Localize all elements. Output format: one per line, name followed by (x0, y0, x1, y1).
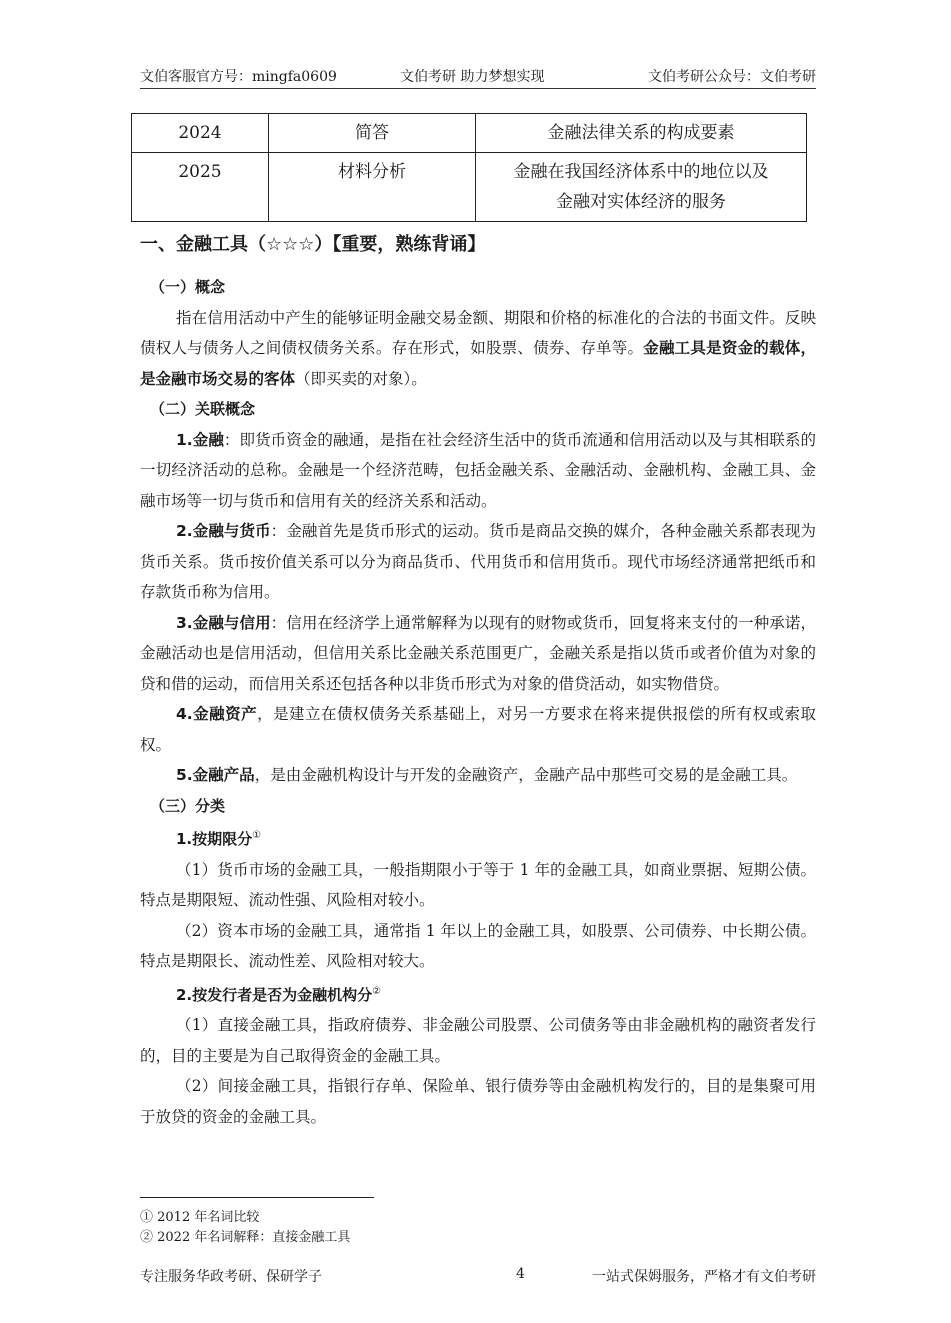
table-cell-topic-line: 金融在我国经济体系中的地位以及 (513, 162, 769, 182)
concept-text: 指在信用活动中产生的能够证明金融交易金额、期限和价格的标准化的合法的书面文件。反映债权人与债务人之间债权债务关系。存在形式，如股票、债券、存单等。 (140, 308, 816, 357)
classification-item: （1）货币市场的金融工具，一般指期限小于等于 1 年的金融工具，如商业票据、短期公债。特点是期限短、流动性强、风险相对较小。 (140, 860, 816, 909)
classification-item: （2）资本市场的金融工具，通常指 1 年以上的金融工具，如股票、公司债券、中长期公债。特点是期限长、流动性差、风险相对较大。 (140, 921, 816, 970)
table-cell-type: 简答 (269, 114, 476, 153)
group-title-text: 2.按发行者是否为金融机构分 (176, 985, 373, 1004)
footnotes (140, 1208, 350, 1248)
related-item-text: ：即货币资金的融通，是指在社会经济生活中的货币流通和信用活动以及与其相联系的一切经济活动的总称。金融是一个经济范畴，包括金融关系、金融活动、金融机构、金融工具、金融市场等一切与货币和信用有关的经济关系和活动。 (140, 430, 816, 510)
header-right-text: 文伯考研公众号：文伯考研 (648, 69, 816, 85)
related-item (140, 425, 816, 517)
header-left-text: 文伯客服官方号：mingfa0609 (140, 69, 337, 85)
table-cell-topic (476, 153, 807, 222)
concept-text-end: （即买卖的对象）。 (295, 369, 427, 388)
page-footer (140, 1266, 816, 1286)
table-cell-year: 2025 (132, 153, 269, 222)
concept-heading: （一）概念 (150, 278, 226, 296)
related-item-text: ：信用在经济学上通常解释为以现有的财物或货币，回复将来支付的一种承诺，金融活动也是信用活动，但信用关系比金融关系范围更广，金融关系是指以货币或者价值为对象的贷和借的运动，而信用关系还包括各种以非货币形式为对象的借贷活动，如实物借贷。 (140, 613, 816, 693)
related-item (140, 760, 816, 791)
page-header (140, 66, 816, 89)
footer-left-text: 专注服务华政考研、保研学子 (140, 1269, 322, 1285)
related-item-label: 4.金融资产 (176, 705, 258, 723)
concept-bold-text: 金融工具是资金的载体，是金融市场交易的客体 (140, 339, 816, 388)
table-cell-year: 2024 (132, 114, 269, 153)
footnote-divider (140, 1197, 374, 1198)
exam-topic-table (131, 113, 807, 222)
classification-item: （1）直接金融工具，指政府债券、非金融公司股票、公司债务等由非金融机构的融资者发行的，目的主要是为自己取得资金的金融工具。 (140, 1016, 816, 1065)
table-cell-topic: 金融法律关系的构成要素 (476, 114, 807, 153)
header-center-text: 文伯考研 助力梦想实现 (400, 69, 545, 85)
related-item-text: ，是建立在债权债务关系基础上，对另一方要求在将来提供报偿的所有权或索取权。 (140, 705, 816, 754)
page-number: 4 (516, 1266, 525, 1282)
table-cell-type: 材料分析 (269, 153, 476, 222)
section-title: 一、金融工具（☆☆☆）【重要，熟练背诵】 (140, 234, 486, 255)
related-item-text: ：金融首先是货币形式的运动。货币是商品交换的媒介，各种金融关系都表现为货币关系。货币按价值关系可以分为商品货币、代用货币和信用货币。现代市场经济通常把纸币和存款货币称为信用。 (140, 522, 816, 601)
table-row (132, 114, 807, 153)
related-item-label: 3.金融与信用 (176, 613, 271, 632)
main-content (140, 272, 816, 1132)
footnote: ① 2012 年名词比较 (140, 1210, 260, 1225)
related-item (140, 516, 816, 608)
related-item-label: 5.金融产品 (176, 766, 255, 784)
footnote-mark: ② (372, 985, 382, 997)
related-item (140, 699, 816, 760)
related-item-label: 2.金融与货币 (176, 522, 271, 540)
table-row (132, 153, 807, 222)
related-item-text: ，是由金融机构设计与开发的金融资产，金融产品中那些可交易的是金融工具。 (254, 766, 798, 784)
footer-right-text: 一站式保姆服务，严格才有文伯考研 (592, 1269, 816, 1285)
group-title-text: 1.按期限分 (176, 830, 253, 848)
table-cell-topic-line: 金融对实体经济的服务 (556, 192, 726, 212)
classification-item: （2）间接金融工具，指银行存单、保险单、银行债券等由金融机构发行的，目的是集聚可用于放贷的资金的金融工具。 (140, 1077, 816, 1126)
classification-heading: （三）分类 (150, 796, 226, 815)
concept-paragraph (140, 303, 816, 395)
classification-group-title (140, 821, 816, 855)
related-heading: （二）关联概念 (150, 400, 256, 418)
classification-group-title (140, 977, 816, 1011)
footnote: ② 2022 年名词解释：直接金融工具 (140, 1230, 351, 1245)
footnote-mark: ① (252, 830, 262, 841)
related-item (140, 608, 816, 700)
related-item-label: 1.金融 (176, 430, 224, 449)
